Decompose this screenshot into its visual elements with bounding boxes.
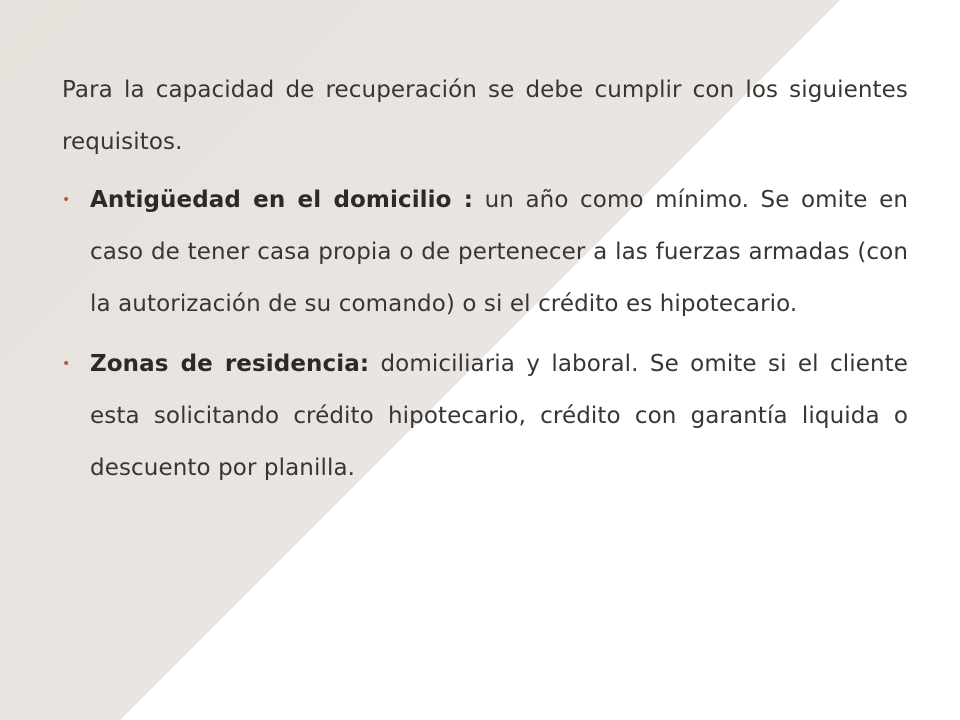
bullet-text: un año como mínimo. Se omite en caso de tener casa propia o de pertenecer a las fuerzas armadas (con la autorización de su comando) o si el crédito es hipotecario.: [90, 187, 908, 317]
bullet-term: Zonas de residencia:: [90, 351, 370, 377]
bullet-icon: •: [62, 192, 71, 208]
list-item: [62, 338, 908, 494]
intro-paragraph: Para la capacidad de recuperación se debe cumplir con los siguientes requisitos.: [62, 77, 908, 155]
bullet-term: Antigüedad en el domicilio :: [90, 187, 474, 213]
bullet-icon: •: [62, 356, 71, 372]
list-item: [62, 174, 908, 330]
slide-content: [62, 64, 908, 502]
bullet-text: domiciliaria y laboral. Se omite si el cliente esta solicitando crédito hipotecario, crédito con garantía liquida o descuento por planilla.: [90, 351, 908, 481]
requirements-list: [62, 174, 908, 494]
